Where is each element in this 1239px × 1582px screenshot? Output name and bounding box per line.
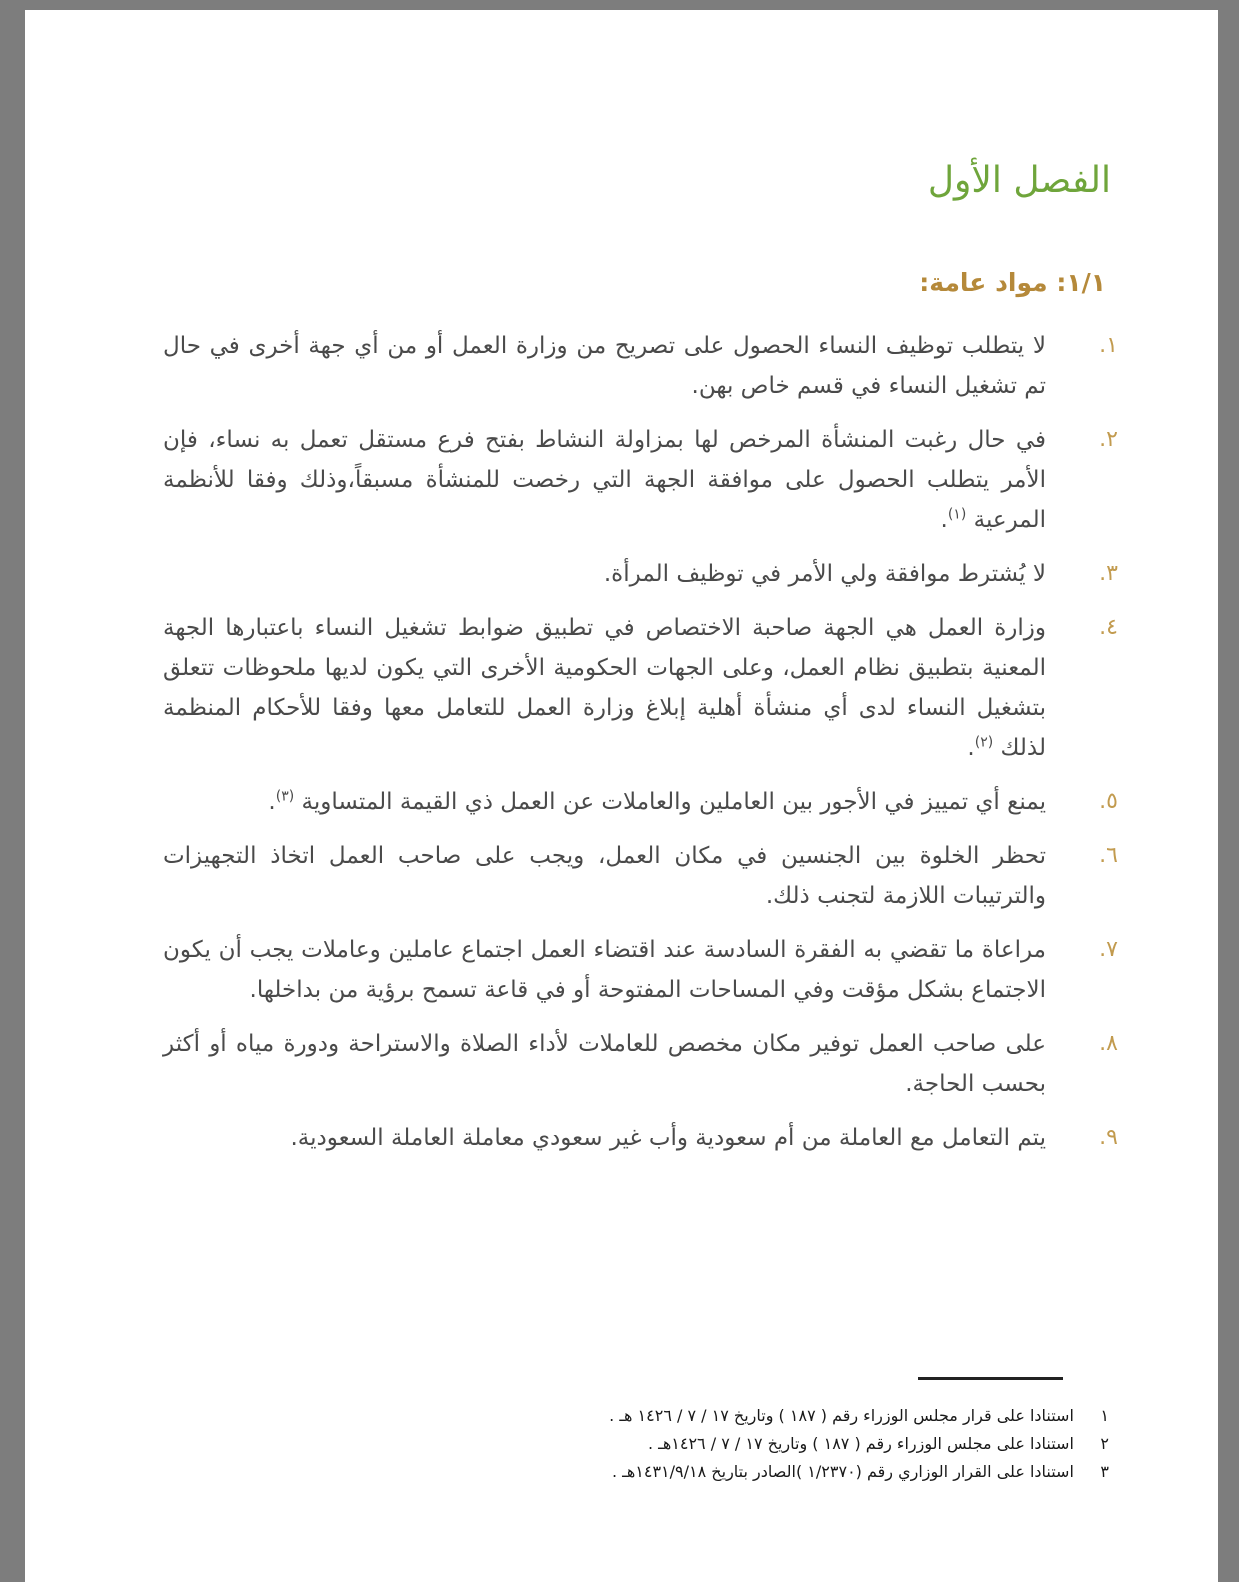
- section-title: ١/١: مواد عامة:: [919, 268, 1106, 297]
- footnote-item: [489, 1430, 1109, 1458]
- footnote-number: ١: [1100, 1406, 1109, 1425]
- footnote-text: استنادا على القرار الوزاري رقم (١/٢٣٧٠ )الصادر بتاريخ ١٤٣١/٩/١٨هـ .: [611, 1462, 1074, 1481]
- article-item: [163, 326, 1118, 406]
- article-text: يمنع أي تمييز في الأجور بين العاملين والعاملات عن العمل ذي القيمة المتساوية: [301, 789, 1046, 815]
- footnote-divider: [918, 1377, 1063, 1380]
- footnotes-list: [489, 1402, 1109, 1486]
- article-text: لا يتطلب توظيف النساء الحصول على تصريح من وزارة العمل أو من أي جهة أخرى في حال تم تشغيل النساء في قسم خاص بهن.: [163, 333, 1046, 399]
- article-number: ٣.: [1099, 561, 1118, 586]
- article-number: ٥.: [1099, 789, 1118, 814]
- article-text: تحظر الخلوة بين الجنسين في مكان العمل، ويجب على صاحب العمل اتخاذ التجهيزات والترتيبات اللازمة لتجنب ذلك.: [163, 843, 1046, 909]
- article-text-tail: .: [268, 789, 276, 815]
- footnote-text: استنادا على قرار مجلس الوزراء رقم ( ١٨٧ ) وتاريخ ١٧ / ٧ / ١٤٢٦ هـ .: [609, 1406, 1074, 1425]
- footnote-number: ٣: [1100, 1462, 1109, 1481]
- footnote-reference[interactable]: (٢): [974, 734, 994, 751]
- footnote-item: [489, 1458, 1109, 1486]
- article-item: [163, 554, 1118, 594]
- article-number: ١.: [1099, 333, 1118, 358]
- articles-list: [163, 326, 1118, 1172]
- document-page: [25, 10, 1218, 1582]
- article-text: يتم التعامل مع العاملة من أم سعودية وأب غير سعودي معاملة العاملة السعودية.: [290, 1125, 1046, 1151]
- footnote-item: [489, 1402, 1109, 1430]
- chapter-title: الفصل الأول: [927, 160, 1111, 201]
- article-item: [163, 836, 1118, 916]
- article-text: مراعاة ما تقضي به الفقرة السادسة عند اقتضاء العمل اجتماع عاملين وعاملات يجب أن يكون الاجتماع بشكل مؤقت وفي المساحات المفتوحة أو في قاعة تسمح برؤية من بداخلها.: [163, 937, 1046, 1003]
- article-number: ٩.: [1099, 1125, 1118, 1150]
- article-text-tail: .: [940, 507, 948, 533]
- article-text: في حال رغبت المنشأة المرخص لها بمزاولة النشاط بفتح فرع مستقل تعمل به نساء، فإن الأمر يتطلب الحصول على موافقة الجهة التي رخصت للمنشأة مسبقاً،وذلك وفقا للأنظمة المرعية: [163, 427, 1046, 533]
- article-number: ٨.: [1099, 1031, 1118, 1056]
- footnote-text: استنادا على مجلس الوزراء رقم ( ١٨٧ ) وتاريخ ١٧ / ٧ / ١٤٢٦هـ .: [647, 1434, 1074, 1453]
- article-text: على صاحب العمل توفير مكان مخصص للعاملات لأداء الصلاة والاستراحة ودورة مياه أو أكثر بحسب الحاجة.: [163, 1031, 1046, 1097]
- article-number: ٦.: [1099, 843, 1118, 868]
- footnote-reference[interactable]: (٣): [275, 788, 295, 805]
- article-number: ٤.: [1099, 615, 1118, 640]
- article-item: [163, 1118, 1118, 1158]
- article-item: [163, 782, 1118, 822]
- footnote-reference[interactable]: (١): [947, 506, 967, 523]
- article-item: [163, 608, 1118, 768]
- article-text: لا يُشترط موافقة ولي الأمر في توظيف المرأة.: [603, 561, 1046, 587]
- article-text-tail: .: [967, 735, 975, 761]
- article-item: [163, 420, 1118, 540]
- article-number: ٢.: [1099, 427, 1118, 452]
- article-text: وزارة العمل هي الجهة صاحبة الاختصاص في تطبيق ضوابط تشغيل النساء باعتبارها الجهة المعنية بتطبيق نظام العمل، وعلى الجهات الحكومية الأخرى التي يكون لديها ملحوظات تتعلق بتشغيل النساء لدى أي منشأة أهلية إبلاغ وزارة العمل للتعامل معها وفقا للأحكام المنظمة لذلك: [163, 615, 1046, 761]
- article-item: [163, 930, 1118, 1010]
- article-item: [163, 1024, 1118, 1104]
- article-number: ٧.: [1099, 937, 1118, 962]
- footnote-number: ٢: [1100, 1434, 1109, 1453]
